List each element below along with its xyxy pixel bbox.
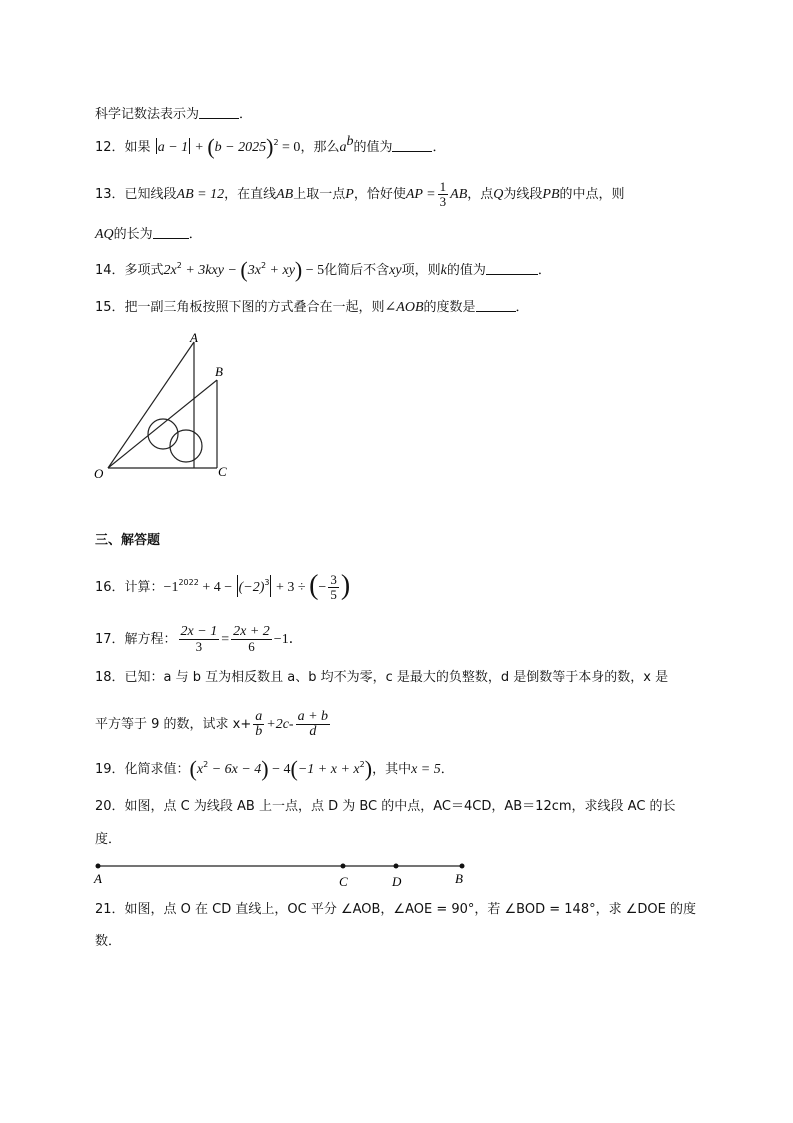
label-d: D xyxy=(392,874,402,889)
point-d xyxy=(394,864,399,869)
label-b: B xyxy=(455,871,463,886)
question-13: 13．已知线段AB = 12，在直线AB上取一点P，恰好使AP = $\frac{1}{3}$ AB，点Q为线段PB的中点，则 xyxy=(95,179,625,209)
q11-tail: 科学记数法表示为 ． xyxy=(95,104,252,125)
point-c xyxy=(341,864,346,869)
triangle-hole-circle xyxy=(170,430,202,462)
triangle-set-figure xyxy=(90,330,250,485)
label-o: O xyxy=(94,466,104,481)
answer-blank xyxy=(153,224,189,239)
segment-figure xyxy=(90,855,480,890)
question-16: 16．计算：$-1^{2022} + 4 - (-2)^3 + 3$ ÷ (− $\frac{3}{5}$ ) xyxy=(95,570,351,602)
label-a: A xyxy=(190,330,198,345)
point-a xyxy=(96,864,101,869)
answer-blank xyxy=(486,260,538,275)
question-21-line2: 数． xyxy=(95,934,122,949)
question-20: 20．如图，点 C 为线段 AB 上一点，点 D 为 BC 的中点，AC＝4CD，AB＝12cm，求线段 AC 的长 xyxy=(95,799,676,814)
label-c: C xyxy=(218,464,227,479)
question-17: 17．解方程： $\frac{2x - 1}{3}$ = $\frac{2x + 2}{6}$ −1． xyxy=(95,624,303,654)
answer-blank xyxy=(476,297,516,312)
answer-blank xyxy=(199,104,239,119)
line-ob xyxy=(108,380,217,468)
line-oa xyxy=(108,342,194,468)
question-21: 21．如图，点 O 在 CD 直线上，OC 平分 ∠AOB，∠AOE = 90°，若 ∠BOD = 148°，求 ∠DOE 的度 xyxy=(95,902,696,917)
question-18: 18．已知：a 与 b 互为相反数且 a、b 均不为零，c 是最大的负整数，d 是倒数等于本身的数，x 是 xyxy=(95,670,669,685)
question-13-line2: AQ的长为 ． xyxy=(95,224,202,245)
label-b: B xyxy=(215,364,223,379)
question-12: 12．如果 $a - 1 + (b - 2025)^2 = 0$，那么$a^b$的值为 ． xyxy=(95,134,446,159)
question-15: 15．把一副三角板按照下图的方式叠合在一起，则∠AOB的度数是 ． xyxy=(95,297,529,318)
point-b xyxy=(460,864,465,869)
question-18-line2: 平方等于 9 的数，试求 x+ $\frac{a}{b}$ +2c- $\frac{a + b}{d}$ xyxy=(95,709,329,739)
section-heading: 三、解答题 xyxy=(95,533,161,548)
question-20-line2: 度． xyxy=(95,832,122,847)
question-19: 19．化简求值：$(x^2 - 6x - 4) - 4(-1 + x + x^2)$，其中x = 5． xyxy=(95,756,454,781)
answer-blank xyxy=(392,137,432,152)
label-a: A xyxy=(94,871,102,886)
question-14: 14．多项式$2x^2 + 3kxy - (3x^2 + xy) - 5$化简后不含xy项，则k的值为 ． xyxy=(95,257,551,282)
label-c: C xyxy=(339,874,348,889)
